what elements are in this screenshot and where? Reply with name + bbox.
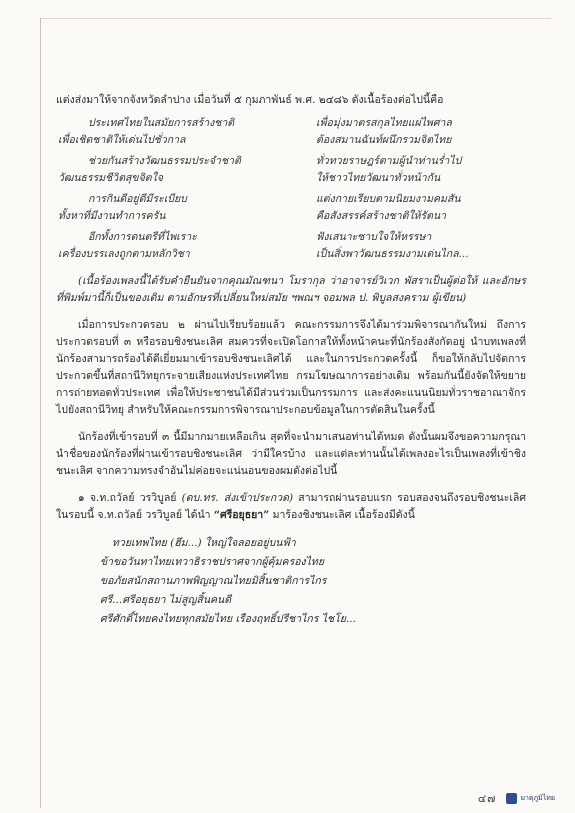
logo-mark-icon (506, 793, 517, 804)
poem-row (56, 153, 526, 170)
poem-line: ช่วยกันสร้างวัฒนธรรมประจำชาติ (88, 155, 241, 167)
poem-row (56, 229, 526, 246)
paragraph-finalists: นักร้องที่เข้ารอบที่ ๓ นี้มีมากมายเหลือเกิน สุดที่จะนำมาเสนอท่านได้หมด ดังนั้นผมจึงขอความกรุณานำชื่อของนักร้องที่ผ่านเข้ารอบชิงชนะเลิศ ว่ามีใครบ้าง และแต่ละท่านนั้นได้เพลงอะไรเป็นเพลงที่เข้าชิงชนะเลิศ จากความทรงจำอันไม่ค่อยจะแน่นอนของผมดังต่อไปนี้ (56, 431, 526, 477)
poem-line: ต้องสมานฉันท์ผนึกรวมจิตไทย (316, 134, 452, 146)
lyric-line: ศรีศักดิ์ไทยคงไทยทุกสมัยไทย เรืองฤทธิ์ปรีชาไกร ไชโย... (100, 613, 356, 625)
lyric-line: ข้าขอวันทาไทยเทวาธิราชปราศจากผู้คุ้มครองไทย (100, 556, 324, 568)
finalist-sponsor: (ดบ.ทร. ส่งเข้าประกวด) (181, 492, 294, 504)
lyric-line: ศรี...ศรีอยุธยา ไม่สูญสิ้นคนดี (100, 594, 232, 606)
poem-line: เพื่อมุ่งมาตรสกุลไทยแผ่ไพศาล (316, 117, 452, 129)
poem-line: คือสังสรรค์สร้างชาติให้รัตนา (316, 210, 447, 222)
poem-line: ทั่วทวยราษฎร์ตามผู้นำท่านร่ำไป (316, 155, 462, 167)
poem-line: อีกทั้งการดนตรีที่ไพเราะ (88, 231, 197, 243)
finalist-desc: สามารถผ่านรอบแรก รอบสองจนถึงรอบชิงชนะเลิศ ในรอบนี้ จ.ท.ถวัลย์ วรวิบูลย์ ได้นำ (56, 492, 527, 521)
finalist-name: ๑ จ.ท.ถวัลย์ วรวิบูลย์ (78, 492, 177, 504)
song-lyrics (100, 534, 526, 629)
poem-row (56, 208, 526, 225)
page-footer (478, 789, 555, 807)
poem-row (56, 132, 526, 149)
poem-line: เครื่องบรรเลงถูกตามหลักวิชา (58, 248, 190, 260)
poem-line: แต่งกายเรียบตามนิยมงามคมสัน (316, 193, 461, 205)
poem-line: ให้ชาวไทยวัฒนาทั่วหน้ากัน (316, 172, 441, 184)
song-title: “ศรีอยุธยา” (213, 509, 270, 521)
poem-line: ทั้งหาที่มีงานทำการครัน (58, 210, 166, 222)
finalist-desc-end: มาร้องชิงชนะเลิศ เนื้อร้องมีดังนี้ (272, 509, 415, 521)
poem-line: การกินดีอยู่ดีมีระเบียบ (88, 193, 187, 205)
publisher-logo (506, 793, 555, 804)
poem-line: เป็นสิ่งพาวัฒนธรรมงามเด่นไกล... (316, 248, 469, 260)
paragraph-round-3: เมื่อการประกวดรอบ ๒ ผ่านไปเรียบร้อยแล้ว คณะกรรมการจึงได้มาร่วมพิจารณากันใหม่ ถึงการประกวดรอบที่ ๓ หรือรอบชิงชนะเลิศ สมควรที่จะเปิดโอกาสให้ทั้งหน้าคนะที่นักร้องสังกัดอยู่ นำบทเพลงที่นักร้องสามารถร้องได้ดีเยี่ยมมาเข้ารอบชิงชนะเลิศได้ และในการประกวดครั้งนี้ ก็ขอให้กลับไปจัดการประกวดขึ้นที่สถานีวิทยุกระจายเสียงแห่งประเทศไทย กรมโฆษณาการอย่างเดิม พร้อมกันนี้ยังจัดให้ขยายการถ่ายทอดทั่วประเทศ เพื่อให้ประชาชนได้มีส่วนร่วมเป็นกรรมการ และส่งคะแนนนิยมทั่วราชอาณาจักรไปยังสถานีวิทยุ สำหรับให้คณะกรรมการพิจารณาประกอบข้อมูลในการตัดสินในครั้งนี้ (56, 319, 526, 416)
poem-row (56, 191, 526, 208)
poem-line: วัฒนธรรมชีวิตสุขจิตใจ (58, 172, 163, 184)
poem-row (56, 246, 526, 263)
poem-line: เพื่อเชิดชาติให้เด่นไปชั่วกาล (58, 134, 186, 146)
note-paragraph: (เนื้อร้องเพลงนี้ได้รับคำยืนยันจากคุณมัณฑนา โมรากุล ว่าอาจารย์วิเวก พัสราเป็นผู้ต่อให้ และอักษรที่พิมพ์มานี้ก็เป็นของเดิม ตามอักษรที่เปลี่ยนใหม่สมัย ฯพณฯ จอมพล ป. พิบูลสงคราม ผู้เขียน) (56, 275, 526, 304)
logo-text: มาตุภูมิไทย (520, 794, 555, 802)
article-body (56, 92, 526, 629)
poem-line: ประเทศไทยในสมัยการสร้างชาติ (88, 117, 235, 129)
poem-line: ฟังเสนาะซาบใจให้หรรษา (316, 231, 432, 243)
lyric-line: ทวยเทพไทย (ฮึม...) ใหญ่ใจลอยอยู่บนฟ้า (112, 537, 296, 549)
intro-paragraph: แต่งส่งมาให้จากจังหวัดลำปาง เมื่อวันที่ ๕ กุมภาพันธ์ พ.ศ. ๒๔๘๖ ดังเนื้อร้องต่อไปนี้คือ (56, 94, 444, 106)
lyric-line: ขอภัยสนักสถานภาพพิญญาณไทยมิสิ้นชาติการไกร (100, 575, 327, 587)
finalist-item-1 (56, 490, 526, 524)
page-number: ๔๗ (477, 792, 497, 805)
poem-row (56, 170, 526, 187)
poem-row (56, 115, 526, 132)
poem (56, 115, 526, 263)
